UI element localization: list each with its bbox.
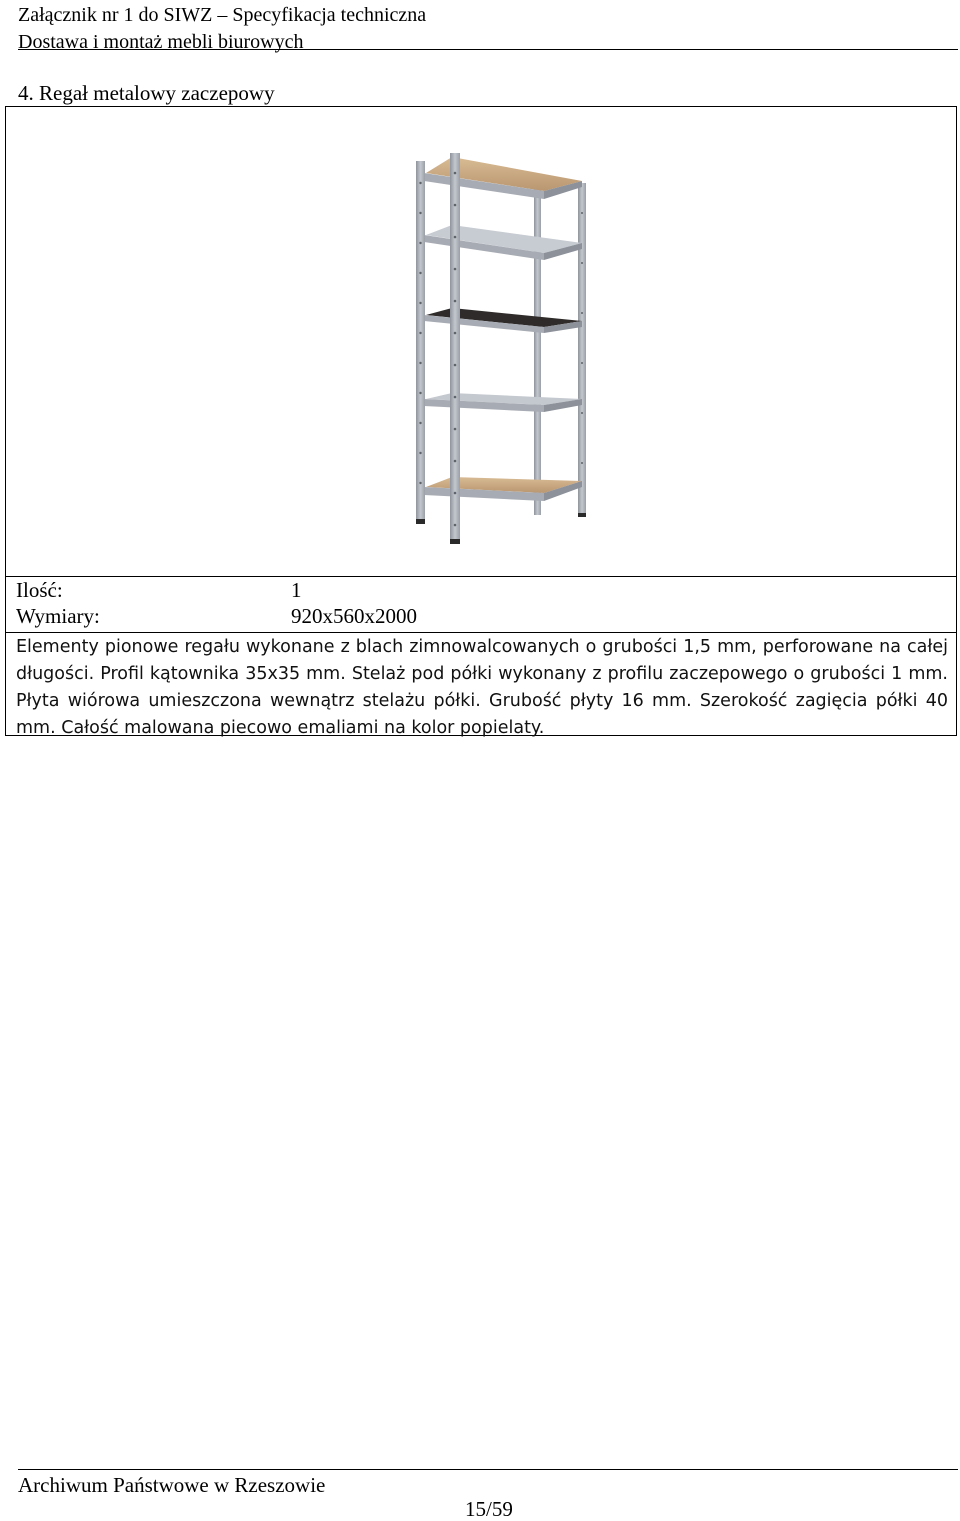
- header-subject: Dostawa i montaż mebli biurowych: [18, 31, 304, 53]
- header-annex-title: Załącznik nr 1 do SIWZ – Specyfikacja techniczna: [18, 4, 427, 26]
- product-description: Elementy pionowe regału wykonane z blach zimnowalcowanych o grubości 1,5 mm, perforowane na całej długości. Profil kątownika 35x35 mm. Stelaż pod półki wykonany z profilu zaczepowego o grubości 1 mm. Płyta wiórowa umieszczona wewnątrz stelażu półki. Grubość płyty 16 mm. Szerokość zagięcia półki 40 mm. Całość malowana piecowo emaliami na kolor popielaty.: [16, 637, 948, 738]
- section-title: 4. Regał metalowy zaczepowy: [18, 81, 275, 105]
- footer-divider: [18, 1469, 958, 1470]
- spec-table: [5, 106, 957, 736]
- dimensions-label: Wymiary:: [16, 604, 100, 628]
- document-header: [18, 2, 958, 56]
- footer-organization: Archiwum Państwowe w Rzeszowie: [18, 1473, 326, 1497]
- product-image-cell: [6, 107, 956, 577]
- page-number: 15/59: [465, 1497, 513, 1521]
- metal-shelf-image: [404, 143, 604, 548]
- dimensions-row: [16, 603, 417, 629]
- dimensions-value: 920x560x2000: [291, 604, 417, 628]
- quantity-label: Ilość:: [16, 578, 63, 602]
- spec-divider: [6, 632, 956, 633]
- quantity-value: 1: [291, 578, 302, 602]
- header-divider: [18, 49, 958, 50]
- quantity-row: [16, 577, 302, 603]
